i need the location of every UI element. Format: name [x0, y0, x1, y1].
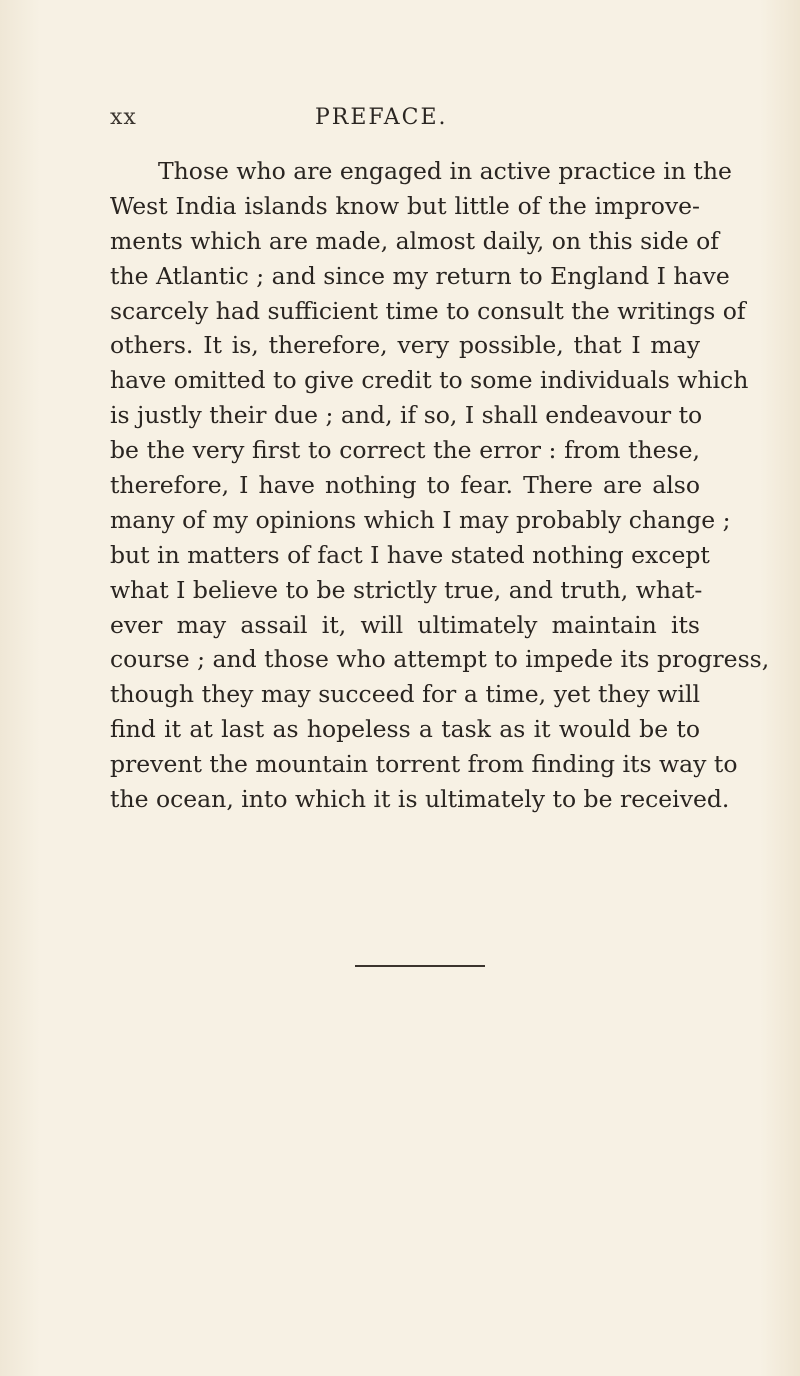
text-line: Those who are engaged in active practice in the — [158, 157, 732, 185]
text-line: others. It is, therefore, very possible, that I may — [110, 331, 700, 360]
text-line: though they may succeed for a time, yet they will — [110, 680, 700, 709]
text-line: the ocean, into which it is ultimately to be received. — [110, 785, 730, 814]
text-line: have omitted to give credit to some individuals which — [110, 366, 749, 395]
text-line: many of my opinions which I may probably change ; — [110, 505, 731, 534]
section-divider — [355, 965, 485, 967]
text-line: scarcely had sufficient time to consult the writings of — [110, 296, 746, 325]
running-head: PREFACE. — [315, 105, 448, 130]
preface-paragraph — [110, 154, 770, 817]
text-line: is justly their due ; and, if so, I shall endeavour to — [110, 401, 703, 430]
text-line: be the very first to correct the error : from these, — [110, 436, 700, 465]
text-line: prevent the mountain torrent from finding its way to — [110, 750, 738, 779]
text-line: ever may assail it, will ultimately maintain its — [110, 610, 700, 639]
text-line: the Atlantic ; and since my return to England I have — [110, 261, 730, 290]
page-header — [110, 105, 670, 137]
text-line: West India islands know but little of the improve- — [110, 191, 700, 220]
text-line: ments which are made, almost daily, on this side of — [110, 226, 719, 255]
text-line: find it at last as hopeless a task as it would be to — [110, 715, 700, 744]
text-line: course ; and those who attempt to impede its progress, — [110, 645, 770, 674]
page-number: xx — [110, 105, 137, 130]
text-line: what I believe to be strictly true, and truth, what- — [110, 575, 703, 604]
text-line: but in matters of fact I have stated nothing except — [110, 540, 710, 569]
text-line: therefore, I have nothing to fear. There are also — [110, 471, 700, 500]
